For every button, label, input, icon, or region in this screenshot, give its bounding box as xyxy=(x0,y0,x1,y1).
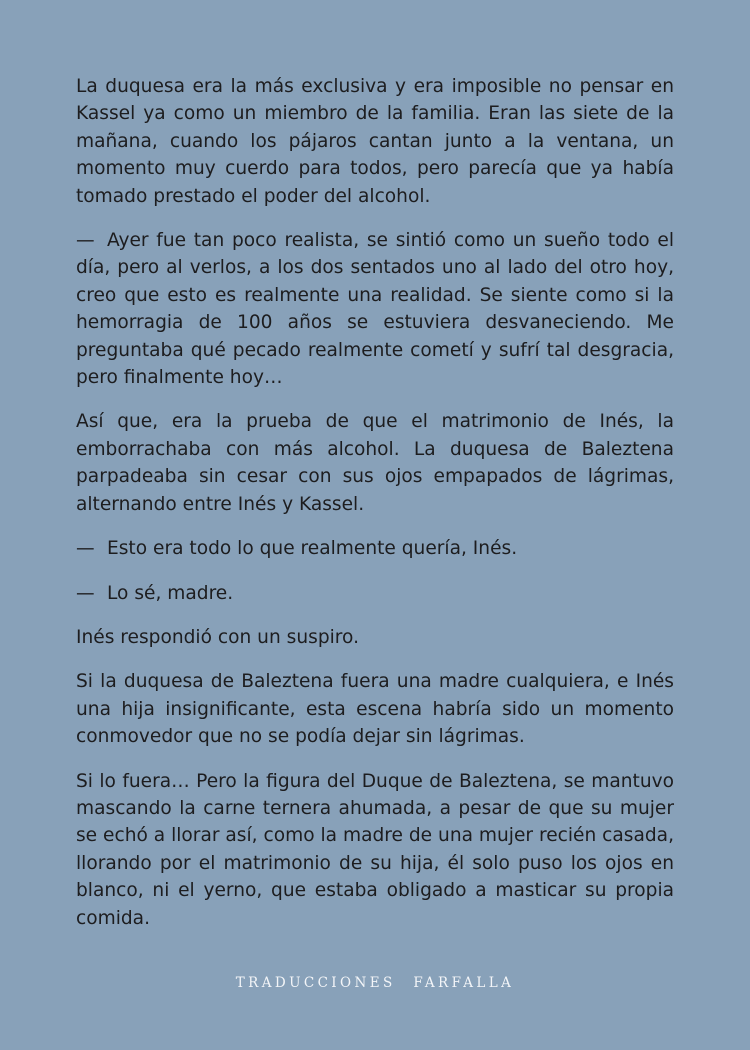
paragraph xyxy=(76,668,674,750)
dialogue-paragraph xyxy=(76,227,674,391)
paragraph xyxy=(76,73,674,210)
dialogue-paragraph xyxy=(76,580,674,607)
paragraph-text: La duquesa era la más exclusiva y era imposible no pensar en Kassel ya como un miembro de la familia. Eran las siete de la mañana, cuando los pájaros cantan junto a la ventana, un momento muy cuerdo para todos, pero parecía que ya había tomado prestado el poder del alcohol. xyxy=(76,76,674,207)
paragraph-text: Así que, era la prueba de que el matrimonio de Inés, la emborrachaba con más alcohol. La duquesa de Baleztena parpadeaba sin cesar con sus ojos empapados de lágrimas, alternando entre Inés y Kassel. xyxy=(76,411,674,515)
paragraph xyxy=(76,408,674,518)
dialogue-dash: — xyxy=(76,538,95,560)
dialogue-dash: — xyxy=(76,582,95,604)
page-body xyxy=(76,73,674,949)
paragraph-text: Si la duquesa de Baleztena fuera una madre cualquiera, e Inés una hija insignificante, esta escena habría sido un momento conmovedor que no se podía dejar sin lágrimas. xyxy=(76,671,674,748)
paragraph-text: Esto era todo lo que realmente quería, Inés. xyxy=(107,538,518,560)
paragraph-text: Si lo fuera… Pero la figura del Duque de Baleztena, se mantuvo mascando la carne ternera ahumada, a pesar de que su mujer se echó a llorar así, como la madre de una mujer recién casada, llorando por el matrimonio de su hija, él solo puso los ojos en blanco, ni el yerno, que estaba obligado a masticar su propia comida. xyxy=(76,770,674,929)
paragraph xyxy=(76,624,674,651)
paragraph-text: Inés respondió con un suspiro. xyxy=(76,626,359,648)
dialogue-paragraph xyxy=(76,535,674,562)
paragraph-text: Ayer fue tan poco realista, se sintió como un sueño todo el día, pero al verlos, a los dos sentados uno al lado del otro hoy, creo que esto es realmente una realidad. Se siente como si la hemorragia de 100 años se estuviera desvaneciendo. Me preguntaba qué pecado realmente cometí y sufrí tal desgracia, pero finalmente hoy… xyxy=(76,230,674,389)
paragraph xyxy=(76,768,674,932)
dialogue-dash: — xyxy=(76,230,95,252)
paragraph-text: Lo sé, madre. xyxy=(107,582,234,604)
footer-credit: TRADUCCIONES FARFALLA xyxy=(235,975,515,991)
